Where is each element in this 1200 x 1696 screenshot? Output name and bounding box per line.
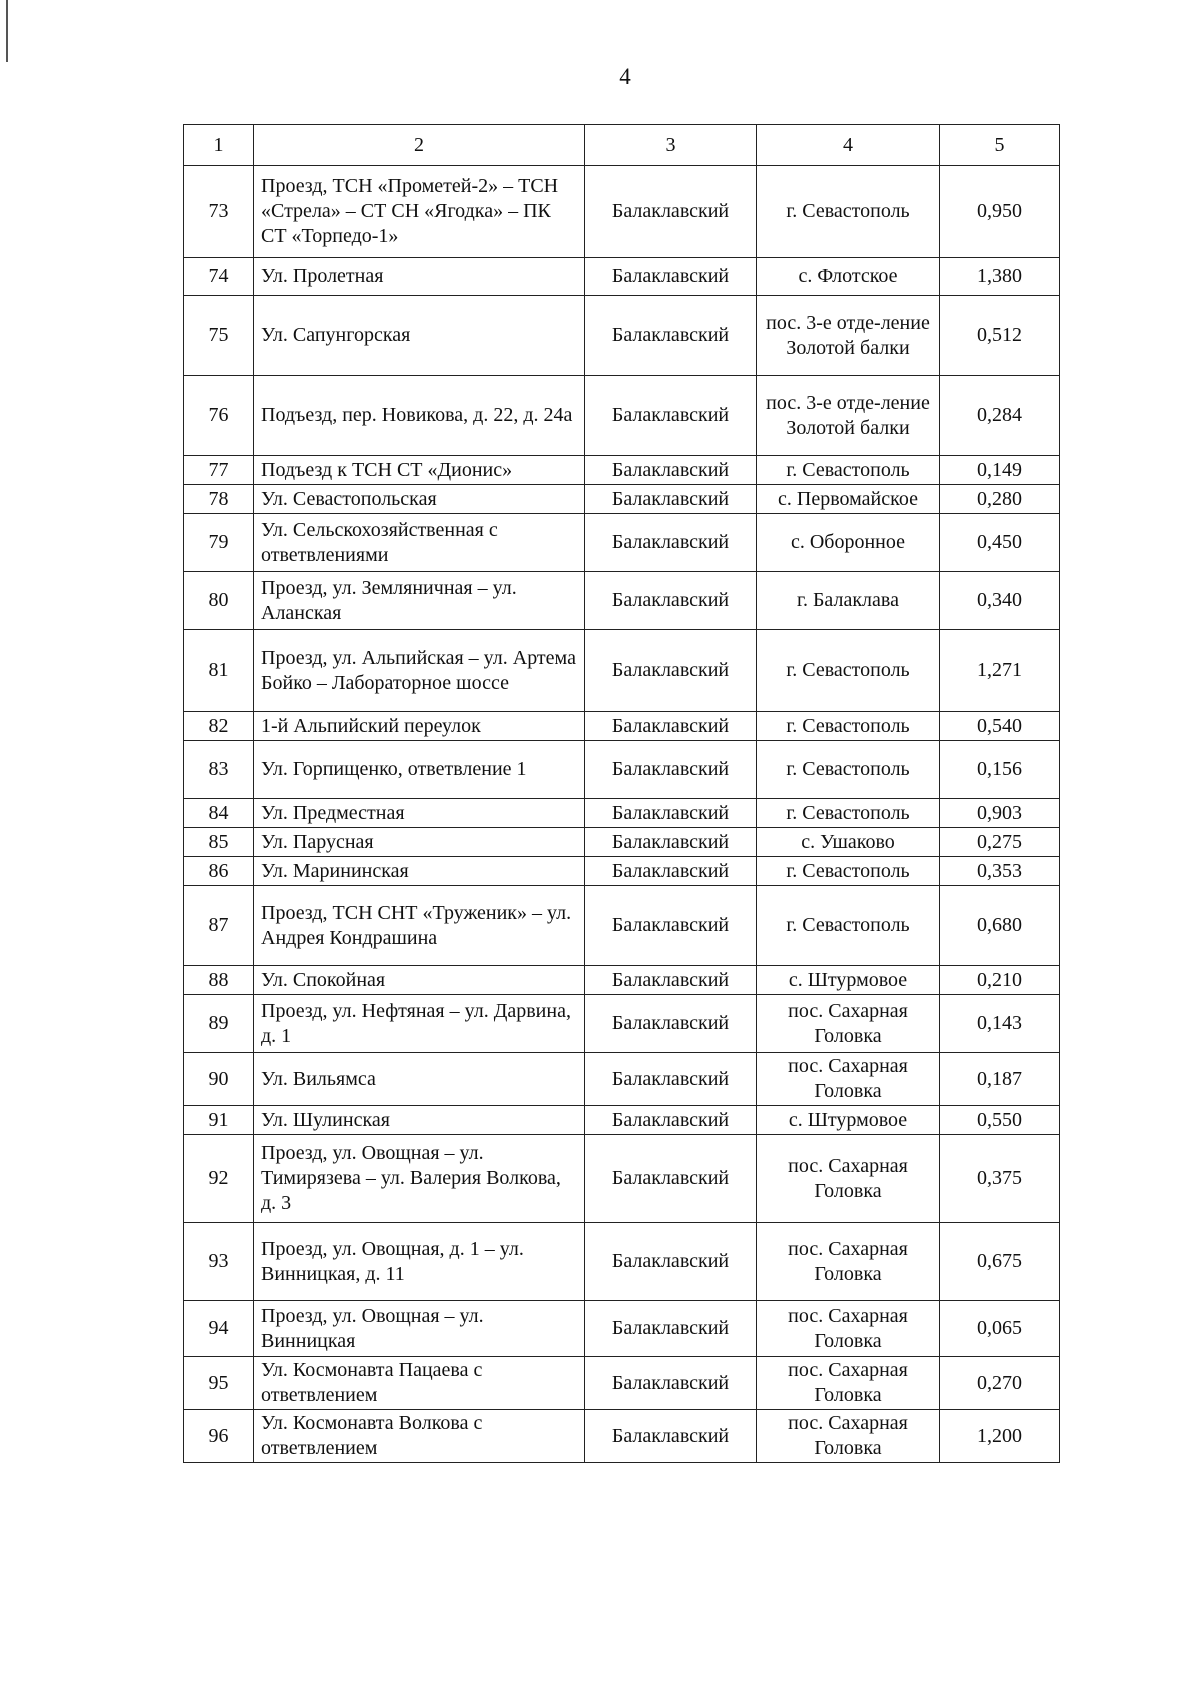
district-name: Балаклавский [585,630,757,712]
row-number: 96 [184,1410,254,1463]
road-name: Ул. Космонавта Пацаева с ответвлением [254,1357,585,1410]
table-row [184,1223,1060,1301]
row-number: 87 [184,886,254,966]
row-number: 90 [184,1053,254,1106]
district-name: Балаклавский [585,995,757,1053]
row-number: 79 [184,514,254,572]
road-length: 0,950 [940,166,1060,258]
settlement-name: пос. Сахарная Головка [757,1410,940,1463]
district-name: Балаклавский [585,1410,757,1463]
table-row [184,1135,1060,1223]
road-length: 0,340 [940,572,1060,630]
settlement-name: с. Штурмовое [757,1106,940,1135]
settlement-name: пос. Сахарная Головка [757,1301,940,1357]
road-name: Проезд, ТСН СНТ «Труженик» – ул. Андрея Кондрашина [254,886,585,966]
district-name: Балаклавский [585,966,757,995]
header-row [184,125,1060,166]
table-row [184,1301,1060,1357]
district-name: Балаклавский [585,456,757,485]
settlement-name: с. Штурмовое [757,966,940,995]
road-name: Ул. Шулинская [254,1106,585,1135]
road-length: 1,380 [940,258,1060,296]
settlement-name: с. Оборонное [757,514,940,572]
table-row [184,886,1060,966]
district-name: Балаклавский [585,376,757,456]
table-row [184,572,1060,630]
settlement-name: г. Севастополь [757,799,940,828]
road-name: Ул. Пролетная [254,258,585,296]
settlement-name: с. Первомайское [757,485,940,514]
table-row [184,258,1060,296]
district-name: Балаклавский [585,799,757,828]
road-length: 1,271 [940,630,1060,712]
settlement-name: г. Севастополь [757,166,940,258]
table-row [184,456,1060,485]
header-cell-5: 5 [940,125,1060,166]
road-length: 0,284 [940,376,1060,456]
table-row [184,1106,1060,1135]
header-cell-2: 2 [254,125,585,166]
table-row [184,376,1060,456]
table-row [184,799,1060,828]
settlement-name: г. Севастополь [757,741,940,799]
district-name: Балаклавский [585,857,757,886]
settlement-name: г. Севастополь [757,456,940,485]
road-length: 0,187 [940,1053,1060,1106]
settlement-name: с. Ушаково [757,828,940,857]
table-row [184,514,1060,572]
road-length: 0,270 [940,1357,1060,1410]
road-length: 0,375 [940,1135,1060,1223]
table-row [184,1053,1060,1106]
settlement-name: пос. Сахарная Головка [757,1223,940,1301]
district-name: Балаклавский [585,485,757,514]
row-number: 80 [184,572,254,630]
district-name: Балаклавский [585,258,757,296]
district-name: Балаклавский [585,1301,757,1357]
district-name: Балаклавский [585,741,757,799]
row-number: 92 [184,1135,254,1223]
row-number: 94 [184,1301,254,1357]
settlement-name: г. Севастополь [757,857,940,886]
row-number: 77 [184,456,254,485]
road-name: Проезд, ул. Альпийская – ул. Артема Бойко – Лабораторное шоссе [254,630,585,712]
road-name: 1-й Альпийский переулок [254,712,585,741]
table-row [184,166,1060,258]
road-name: Ул. Космонавта Волкова с ответвлением [254,1410,585,1463]
header-cell-1: 1 [184,125,254,166]
settlement-name: г. Севастополь [757,886,940,966]
table-row [184,712,1060,741]
road-name: Проезд, ТСН «Прометей-2» – ТСН «Стрела» – СТ СН «Ягодка» – ПК СТ «Торпедо-1» [254,166,585,258]
district-name: Балаклавский [585,828,757,857]
road-name: Ул. Сельскохозяйственная с ответвлениями [254,514,585,572]
row-number: 78 [184,485,254,514]
road-length: 0,065 [940,1301,1060,1357]
road-name: Проезд, ул. Овощная – ул. Винницкая [254,1301,585,1357]
table-row [184,296,1060,376]
settlement-name: пос. 3-е отде-ление Золотой балки [757,296,940,376]
road-length: 0,280 [940,485,1060,514]
district-name: Балаклавский [585,1223,757,1301]
road-name: Подъезд, пер. Новикова, д. 22, д. 24а [254,376,585,456]
district-name: Балаклавский [585,712,757,741]
road-length: 0,680 [940,886,1060,966]
row-number: 81 [184,630,254,712]
settlement-name: с. Флотское [757,258,940,296]
table-row [184,485,1060,514]
row-number: 82 [184,712,254,741]
row-number: 76 [184,376,254,456]
settlement-name: г. Севастополь [757,712,940,741]
table-row [184,630,1060,712]
row-number: 88 [184,966,254,995]
settlement-name: пос. Сахарная Головка [757,995,940,1053]
road-length: 0,675 [940,1223,1060,1301]
road-length: 0,512 [940,296,1060,376]
road-name: Ул. Парусная [254,828,585,857]
district-name: Балаклавский [585,514,757,572]
district-name: Балаклавский [585,296,757,376]
settlement-name: г. Севастополь [757,630,940,712]
row-number: 85 [184,828,254,857]
table-row [184,857,1060,886]
road-name: Проезд, ул. Овощная – ул. Тимирязева – ул. Валерия Волкова, д. 3 [254,1135,585,1223]
settlement-name: г. Балаклава [757,572,940,630]
row-number: 95 [184,1357,254,1410]
district-name: Балаклавский [585,886,757,966]
road-length: 0,353 [940,857,1060,886]
road-name: Проезд, ул. Земляничная – ул. Аланская [254,572,585,630]
table-row [184,995,1060,1053]
table-row [184,1357,1060,1410]
road-name: Ул. Марининская [254,857,585,886]
settlement-name: пос. Сахарная Головка [757,1053,940,1106]
road-name: Ул. Горпищенко, ответвление 1 [254,741,585,799]
district-name: Балаклавский [585,1135,757,1223]
settlement-name: пос. Сахарная Головка [757,1357,940,1410]
road-name: Ул. Вильямса [254,1053,585,1106]
table-row [184,828,1060,857]
roads-table [183,124,1060,1463]
road-length: 0,210 [940,966,1060,995]
row-number: 84 [184,799,254,828]
settlement-name: пос. 3-е отде-ление Золотой балки [757,376,940,456]
road-name: Ул. Спокойная [254,966,585,995]
road-length: 0,903 [940,799,1060,828]
settlement-name: пос. Сахарная Головка [757,1135,940,1223]
road-length: 0,275 [940,828,1060,857]
table-row [184,741,1060,799]
row-number: 75 [184,296,254,376]
district-name: Балаклавский [585,572,757,630]
road-length: 1,200 [940,1410,1060,1463]
row-number: 86 [184,857,254,886]
margin-mark [6,0,8,62]
page-number: 4 [619,64,631,89]
table-body [184,125,1060,1463]
road-length: 0,550 [940,1106,1060,1135]
road-name: Ул. Севастопольская [254,485,585,514]
row-number: 74 [184,258,254,296]
row-number: 91 [184,1106,254,1135]
table-row [184,1410,1060,1463]
road-length: 0,156 [940,741,1060,799]
road-name: Проезд, ул. Нефтяная – ул. Дарвина, д. 1 [254,995,585,1053]
road-length: 0,540 [940,712,1060,741]
road-name: Ул. Сапунгорская [254,296,585,376]
row-number: 93 [184,1223,254,1301]
road-length: 0,149 [940,456,1060,485]
district-name: Балаклавский [585,1053,757,1106]
road-length: 0,143 [940,995,1060,1053]
header-cell-4: 4 [757,125,940,166]
row-number: 89 [184,995,254,1053]
table-row [184,966,1060,995]
row-number: 83 [184,741,254,799]
row-number: 73 [184,166,254,258]
district-name: Балаклавский [585,166,757,258]
road-name: Проезд, ул. Овощная, д. 1 – ул. Винницкая, д. 11 [254,1223,585,1301]
road-name: Подъезд к ТСН СТ «Дионис» [254,456,585,485]
district-name: Балаклавский [585,1357,757,1410]
road-length: 0,450 [940,514,1060,572]
header-cell-3: 3 [585,125,757,166]
district-name: Балаклавский [585,1106,757,1135]
road-name: Ул. Предместная [254,799,585,828]
